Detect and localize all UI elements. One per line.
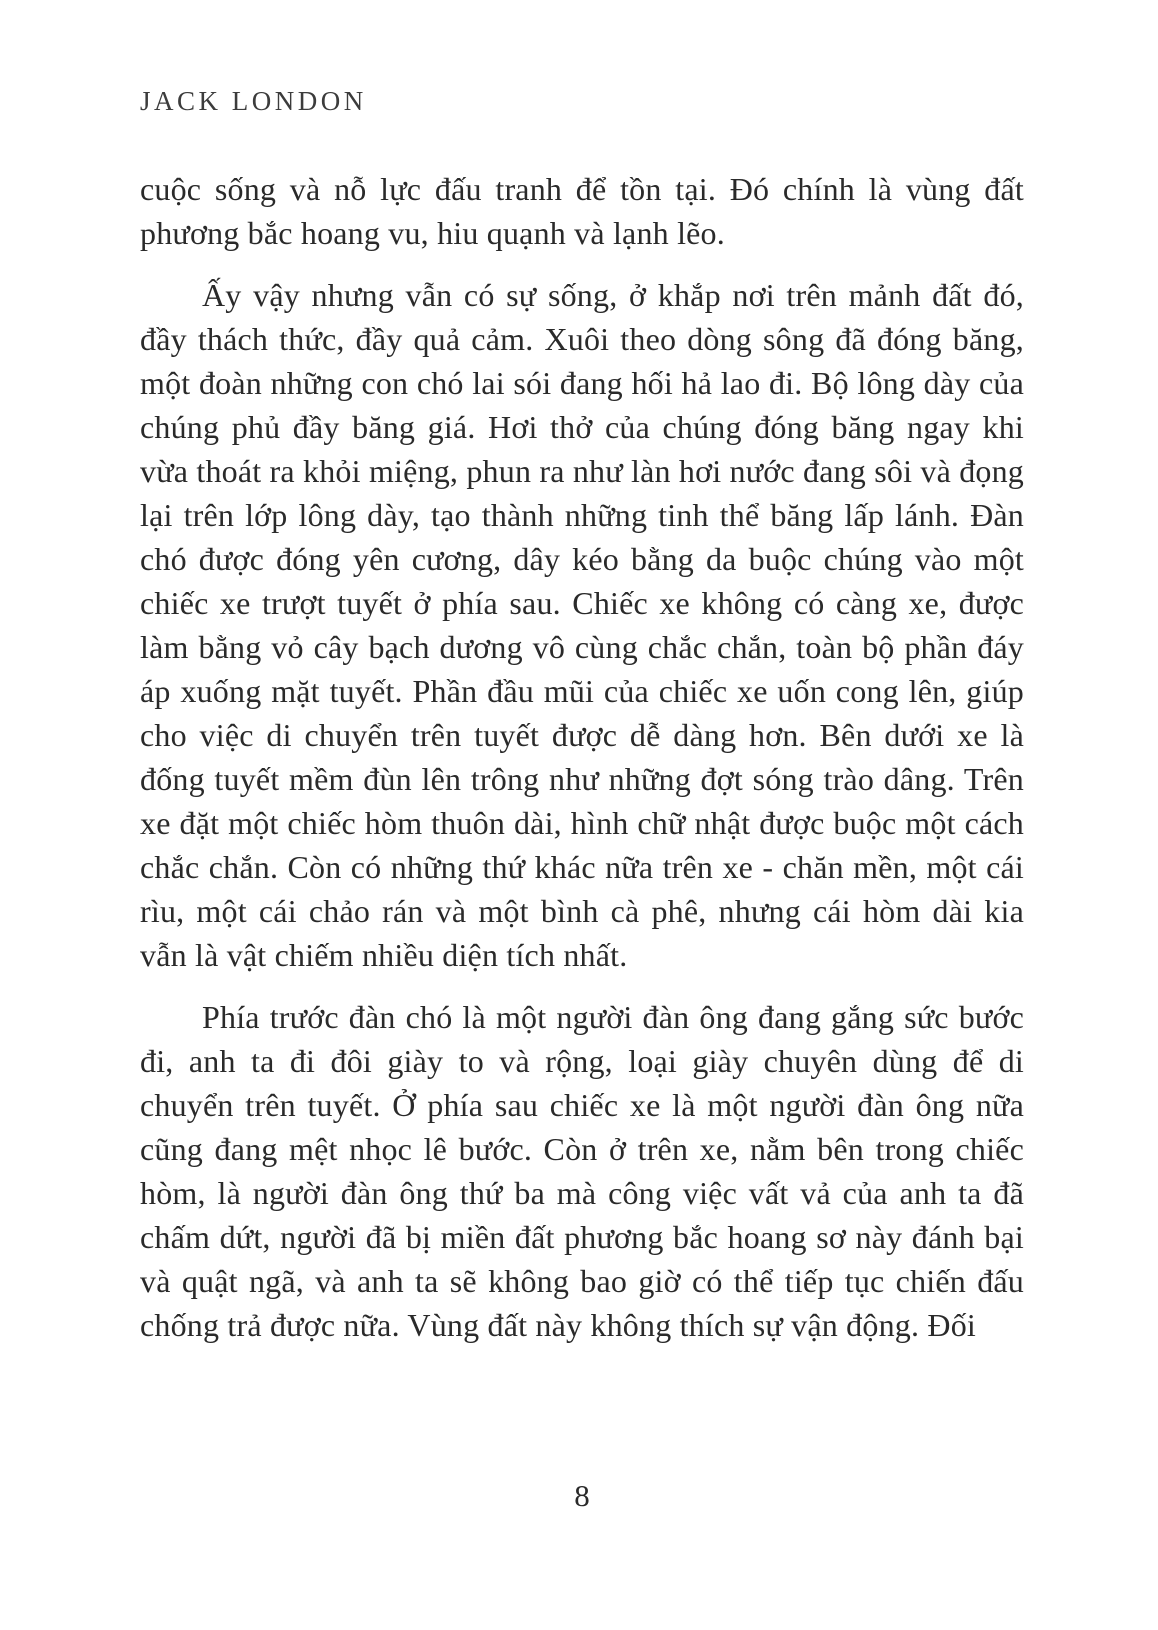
- running-header: JACK LONDON: [140, 86, 367, 116]
- body-paragraph: cuộc sống và nỗ lực đấu tranh để tồn tại. Đó chính là vùng đất phương bắc hoang vu, hiu quạnh và lạnh lẽo.: [140, 171, 1024, 251]
- page-number: 8: [574, 1478, 590, 1513]
- body-paragraph: Phía trước đàn chó là một người đàn ông đang gắng sức bước đi, anh ta đi đôi giày to và rộng, loại giày chuyên dùng để di chuyển trên tuyết. Ở phía sau chiếc xe là một người đàn ông nữa cũng đang mệt nhọc lê bước. Còn ở trên xe, nằm bên trong chiếc hòm, là người đàn ông thứ ba mà công việc vất vả của anh ta đã chấm dứt, người đã bị miền đất phương bắc hoang sơ này đánh bại và quật ngã, và anh ta sẽ không bao giờ có thể tiếp tục chiến đấu chống trả được nữa. Vùng đất này không thích sự vận động. Đối: [140, 999, 1024, 1343]
- body-paragraph: Ấy vậy nhưng vẫn có sự sống, ở khắp nơi trên mảnh đất đó, đầy thách thức, đầy quả cảm. Xuôi theo dòng sông đã đóng băng, một đoàn những con chó lai sói đang hối hả lao đi. Bộ lông dày của chúng phủ đầy băng giá. Hơi thở của chúng đóng băng ngay khi vừa thoát ra khỏi miệng, phun ra như làn hơi nước đang sôi và đọng lại trên lớp lông dày, tạo thành những tinh thể băng lấp lánh. Đàn chó được đóng yên cương, dây kéo bằng da buộc chúng vào một chiếc xe trượt tuyết ở phía sau. Chiếc xe không có càng xe, được làm bằng vỏ cây bạch dương vô cùng chắc chắn, toàn bộ phần đáy áp xuống mặt tuyết. Phần đầu mũi của chiếc xe uốn cong lên, giúp cho việc di chuyển trên tuyết được dễ dàng hơn. Bên dưới xe là đống tuyết mềm đùn lên trông như những đợt sóng trào dâng. Trên xe đặt một chiếc hòm thuôn dài, hình chữ nhật được buộc một cách chắc chắn. Còn có những thứ khác nữa trên xe - chăn mền, một cái rìu, một cái chảo rán và một bình cà phê, nhưng cái hòm dài kia vẫn là vật chiếm nhiều diện tích nhất.: [140, 277, 1024, 973]
- text-column: [140, 167, 1024, 1347]
